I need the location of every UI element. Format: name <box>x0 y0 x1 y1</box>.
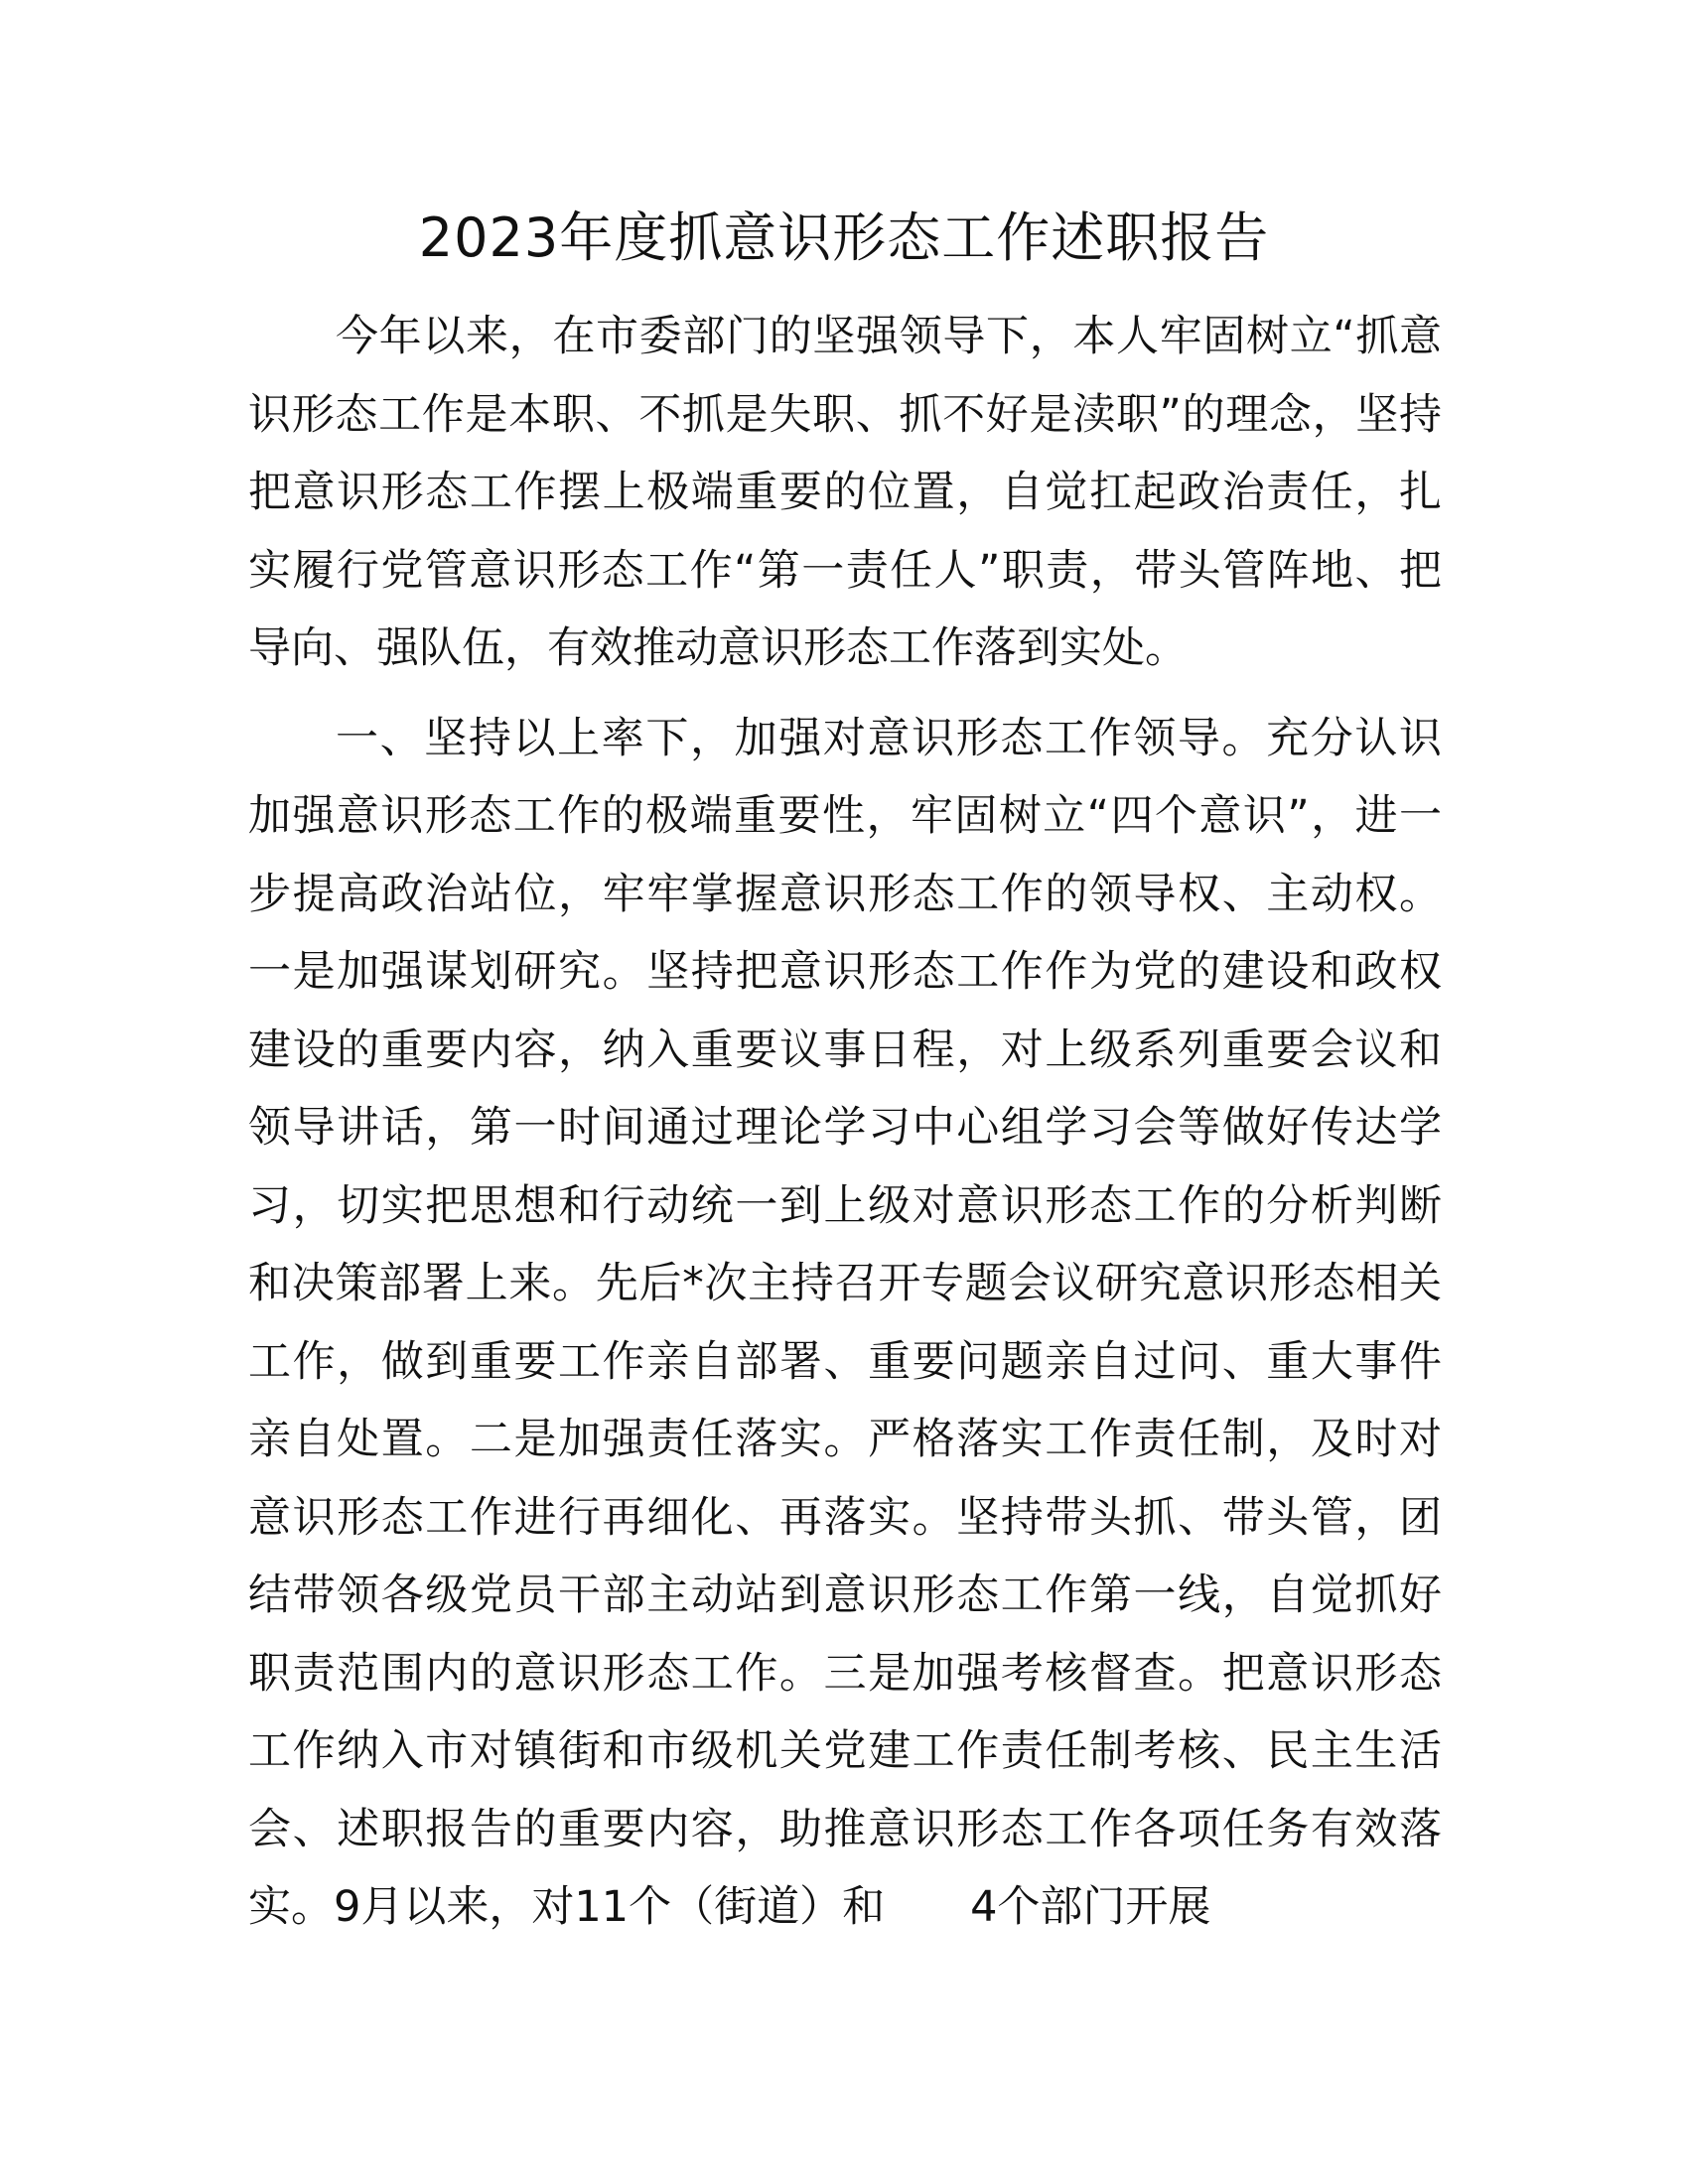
paragraph-section-one: 一、坚持以上率下，加强对意识形态工作领导。充分认识加强意识形态工作的极端重要性，牢固树立“四个意识”，进一步提高政治站位，牢牢掌握意识形态工作的领导权、主动权。一是加强谋划研究。坚持把意识形态工作作为党的建设和政权建设的重要内容，纳入重要议事日程，对上级系列重要会议和领导讲话，第一时间通过理论学习中心组学习会等做好传达学习，切实把思想和行动统一到上级对意识形态工作的分析判断和决策部署上来。先后*次主持召开专题会议研究意识形态相关工作，做到重要工作亲自部署、重要问题亲自过问、重大事件亲自处置。二是加强责任落实。严格落实工作责任制，及时对意识形态工作进行再细化、再落实。坚持带头抓、带头管，团结带领各级党员干部主动站到意识形态工作第一线，自觉抓好职责范围内的意识形态工作。三是加强考核督查。把意识形态工作纳入市对镇街和市级机关党建工作责任制考核、民主生活会、述职报告的重要内容，助推意识形态工作各项任务有效落实。9月以来，对11个（街道）和 4个部门开展 <box>248 713 1442 1932</box>
paragraph-intro: 今年以来，在市委部门的坚强领导下，本人牢固树立“抓意识形态工作是本职、不抓是失职、抓不好是渎职”的理念，坚持把意识形态工作摆上极端重要的位置，自觉扛起政治责任，扎实履行党管意识形态工作“第一责任人”职责，带头管阵地、把导向、强队伍，有效推动意识形态工作落到实处。 <box>248 312 1442 673</box>
document-title: 2023年度抓意识形态工作述职报告 <box>418 206 1270 269</box>
document-body <box>248 298 1442 1947</box>
